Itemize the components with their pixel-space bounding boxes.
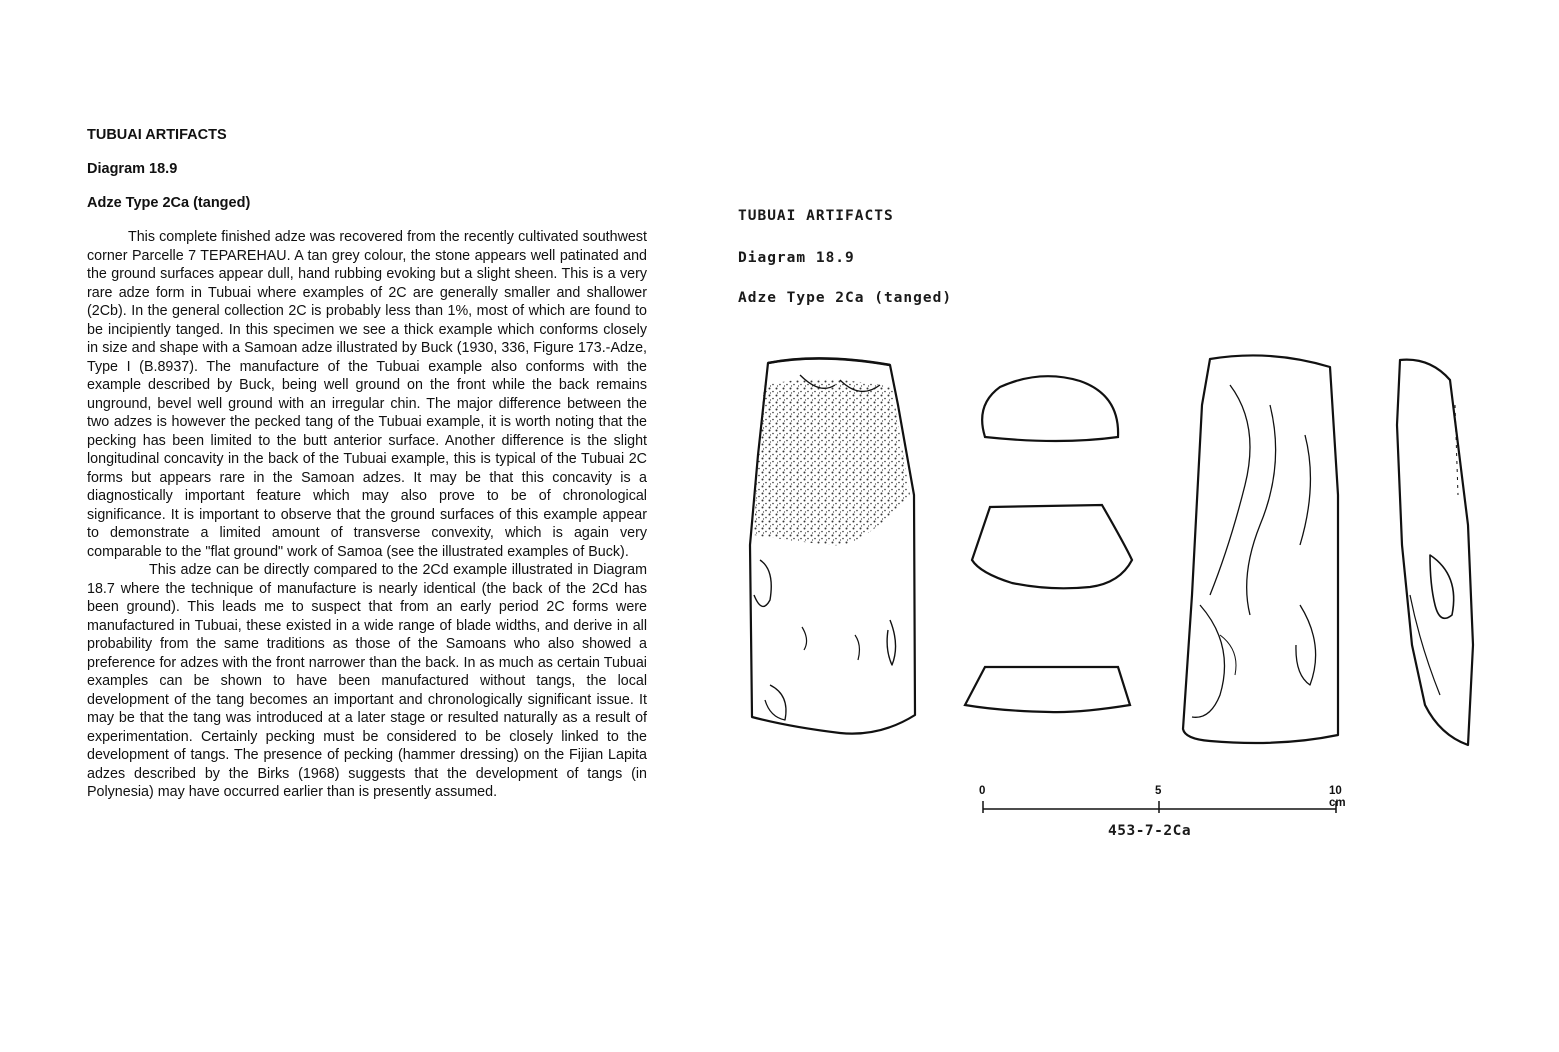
adze-illustration (740, 345, 1540, 765)
scale-label-0: 0 (979, 785, 986, 797)
diagram-type-label: Adze Type 2Ca (tanged) (738, 290, 953, 306)
adze-side-profile (1397, 360, 1473, 745)
description-paragraph-2: This adze can be directly compared to the 2Cd example illustrated in Diagram 18.7 where the technique of manufacture is nearly identical (the back of the 2Cd has been ground). This leads me to suspect that from an early period 2C forms were manufactured in Tubuai, these existed in a wide range of blade widths, and derive in all probability from the same traditions as those of the Samoans who also showed a preference for adzes with the front narrower than the back. In as much as certain Tubuai examples can be shown to have been manufactured without tangs, the local development of the tang becomes an important and chronologically significant issue. It may be that the tang was introduced at a later stage or resulted naturally as a result of experimentation. Certainly pecking must be considered to be closely linked to the development of tangs. The presence of pecking (hammer dressing) on the Fijian Lapita adzes described by the Birks (1968) suggests that the development of tangs (in Polynesia) may have occurred earlier than is presently assumed. (87, 562, 647, 800)
cross-section-bottom (965, 667, 1130, 712)
catalog-number: 453-7-2Ca (1108, 823, 1192, 839)
cross-section-top (982, 376, 1118, 441)
description-paragraph-1: This complete finished adze was recovered from the recently cultivated southwest corner Parcelle 7 TEPAREHAU. A tan grey colour, the stone appears well patinated and the ground surfaces appear dull, hand rubbing evoking but a slight sheen. This is a very rare adze form in Tubuai where examples of 2C are generally smaller and shallower (2Cb). In the general collection 2C is probably less than 1%, most of which are found to be incipiently tanged. In this specimen we see a thick example which conforms closely in size and shape with a Samoan adze illustrated by Buck (1930, 336, Figure 173.-Adze, Type I (B.8937). The manufacture of the Tubuai example also conforms with the example described by Buck, being well ground on the front while the back remains unground, bevel well ground with an irregular chin. The major difference between the two adzes is however the pecked tang of the Tubuai example, it is worth noting that the pecking has been limited to the butt anterior surface. Another difference is the slight longitudinal concavity in the back of the Tubuai example, this is typical of the Tubuai 2C forms but appears rare in the Samoan adzes. It may be that this concavity is a diagnostically important feature which may also prove to be of chronological significance. It is important to observe that the ground surfaces of this example appear to demonstrate a limited amount of transverse convexity, which is again very comparable to the "flat ground" work of Samoa (see the illustrated examples of Buck). (87, 229, 647, 560)
diagram-number-label: Diagram 18.9 (738, 250, 855, 266)
page-title: TUBUAI ARTIFACTS (87, 127, 227, 143)
adze-back-view (1183, 355, 1338, 743)
diagram-title: TUBUAI ARTIFACTS (738, 208, 894, 224)
adze-type-heading: Adze Type 2Ca (tanged) (87, 195, 251, 211)
scale-line (975, 785, 1355, 825)
scale-label-10: 10 cm (1329, 785, 1346, 809)
diagram-number: Diagram 18.9 (87, 161, 178, 177)
scale-bar (975, 785, 1355, 825)
cross-section-middle (972, 505, 1132, 588)
text-column (87, 126, 647, 802)
adze-front-view (750, 358, 915, 733)
scale-label-5: 5 (1155, 785, 1162, 797)
